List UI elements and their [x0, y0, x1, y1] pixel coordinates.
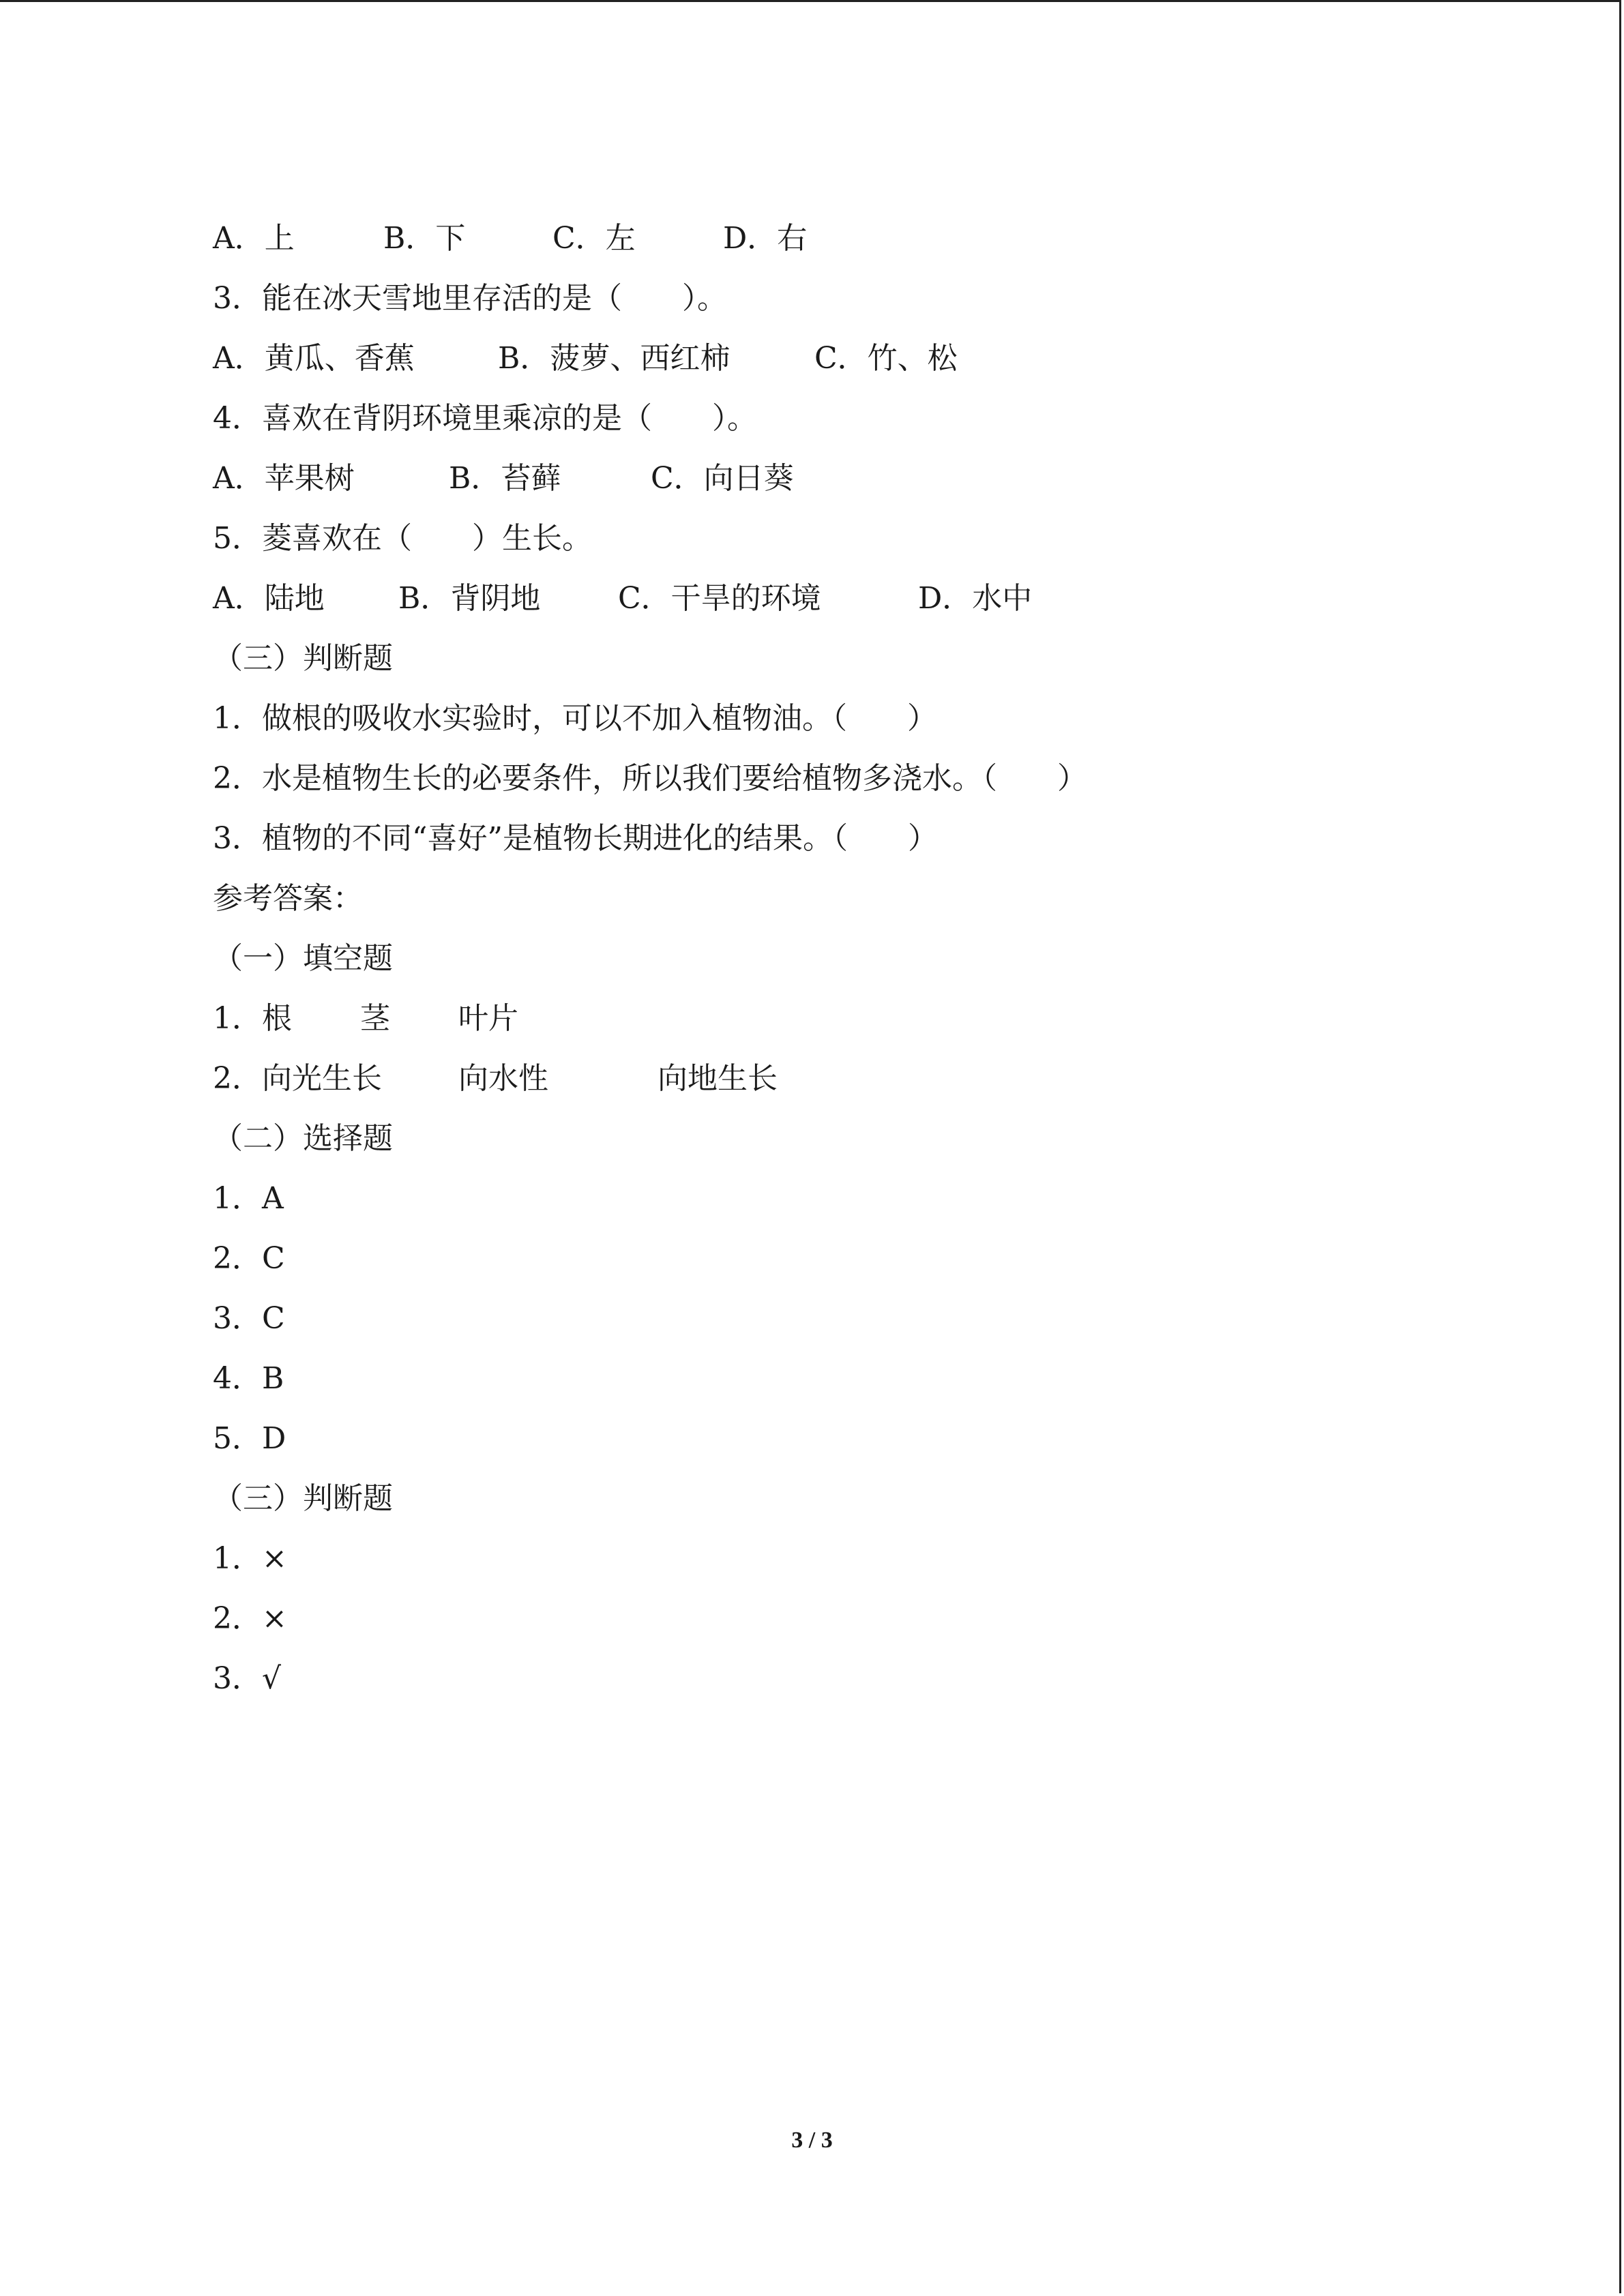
q4-option-a: A．苹果树: [213, 461, 355, 496]
q4-option-b: B．苔藓: [449, 461, 561, 496]
q2-option-b: B．下: [383, 221, 466, 256]
answers-fill-1: 1．根 茎 叶片: [213, 1001, 518, 1036]
document-body: [213, 209, 1509, 1709]
q5-option-c: C．干旱的环境: [618, 581, 821, 616]
answers-choice-heading: （二）选择题: [213, 1121, 393, 1156]
q4-options: [213, 449, 1509, 509]
q3-stem: 3．能在冰天雪地里存活的是（ ）。: [213, 281, 727, 316]
q3-option-a: A．黄瓜、香蕉: [213, 341, 415, 376]
q5-stem: 5．菱喜欢在（ ）生长。: [213, 521, 592, 556]
q5-option-b: B．背阴地: [398, 581, 541, 616]
q4-stem: 4．喜欢在背阴环境里乘凉的是（ ）。: [213, 401, 757, 436]
answers-fill-heading: （一）填空题: [213, 941, 393, 976]
answers-judge-2: 2．×: [213, 1601, 287, 1636]
answers-judge-3: 3．√: [213, 1661, 282, 1696]
q3-options: [213, 329, 1509, 389]
q5-option-d: D．水中: [918, 581, 1033, 616]
answers-choice-3: 3．C: [213, 1301, 285, 1336]
q3-option-b: B．菠萝、西红柿: [498, 341, 730, 376]
answers-choice-5: 5．D: [213, 1421, 286, 1456]
judge-item-1: 1．做根的吸收水实验时，可以不加入植物油。（ ）: [213, 701, 937, 736]
q2-option-a: A．上: [213, 221, 295, 256]
judge-item-2: 2．水是植物生长的必要条件，所以我们要给植物多浇水。（ ）: [213, 761, 1087, 796]
q5-options: [213, 569, 1509, 629]
q3-option-c: C．竹、松: [814, 341, 958, 376]
q2-options: [213, 209, 1509, 269]
answers-judge-heading: （三）判断题: [213, 1481, 393, 1516]
answers-choice-2: 2．C: [213, 1241, 285, 1276]
q4-option-c: C．向日葵: [651, 461, 794, 496]
answers-choice-4: 4．B: [213, 1361, 284, 1396]
judge-heading: （三）判断题: [213, 641, 393, 676]
page-number: 3 / 3: [791, 2128, 833, 2153]
q5-option-a: A．陆地: [213, 581, 325, 616]
q2-option-c: C．左: [552, 221, 636, 256]
answers-fill-2: 2．向光生长 向水性 向地生长: [213, 1061, 778, 1096]
judge-item-3: 3．植物的不同“喜好”是植物长期进化的结果。（ ）: [213, 821, 938, 856]
answers-judge-1: 1．×: [213, 1541, 287, 1576]
answers-choice-1: 1．A: [213, 1181, 284, 1216]
answers-heading: 参考答案：: [213, 881, 363, 916]
q2-option-d: D．右: [723, 221, 808, 256]
